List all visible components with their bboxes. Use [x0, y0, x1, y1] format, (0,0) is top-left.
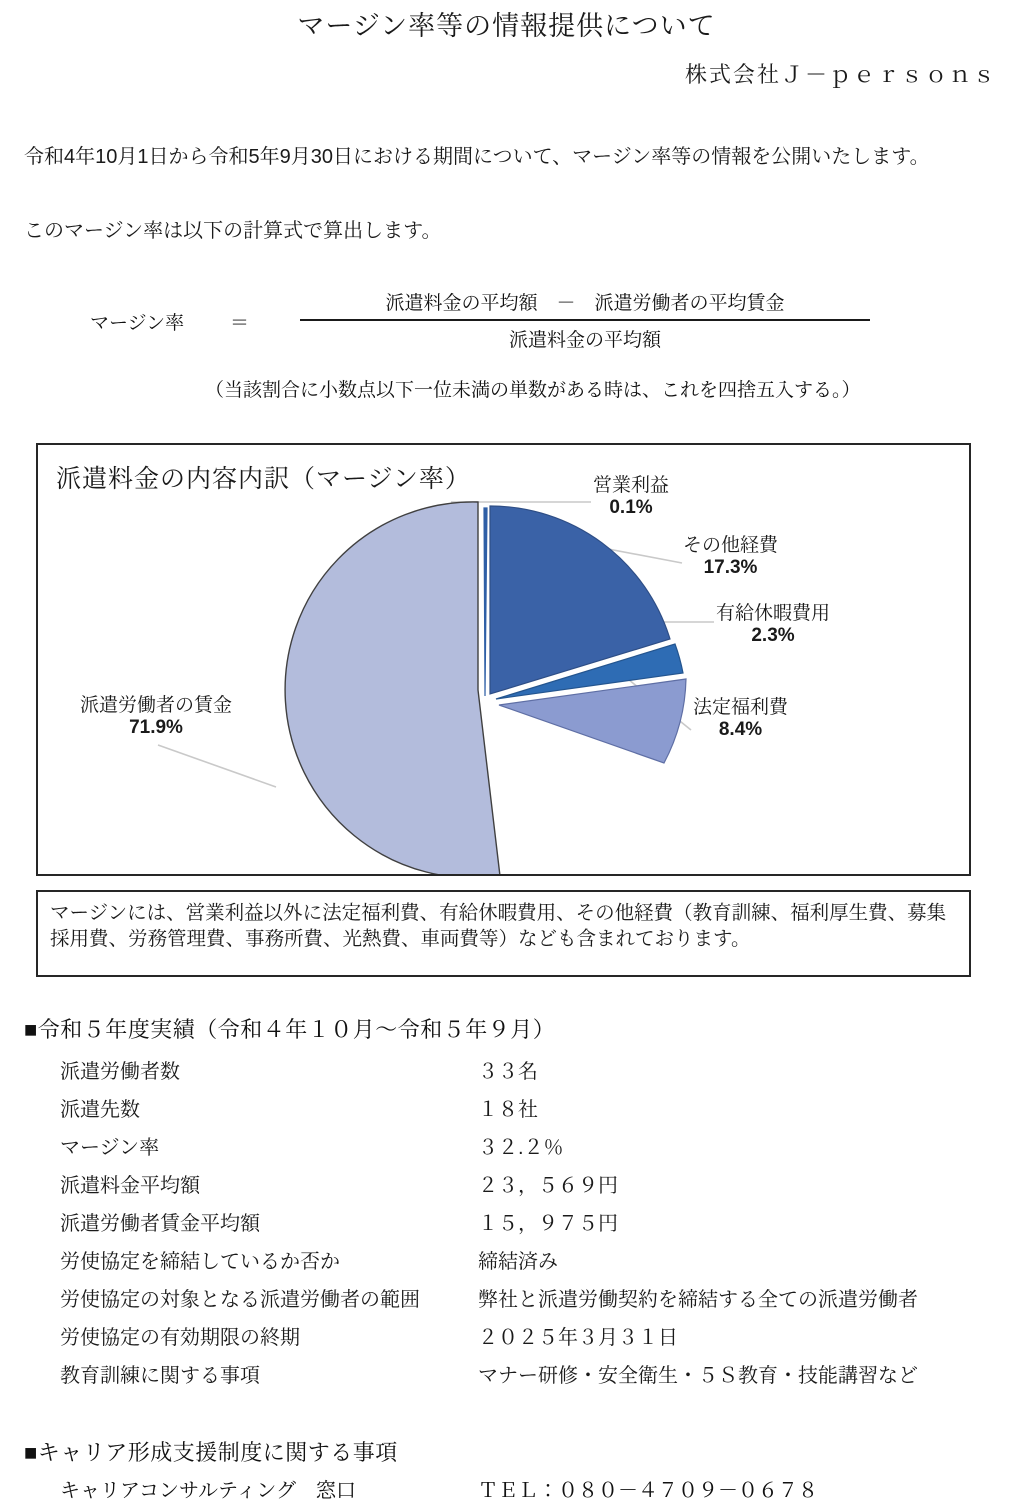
result-label: 教育訓練に関する事項	[60, 1365, 260, 1387]
margin-note-box	[36, 890, 971, 977]
company-name: 株式会社Ｊ－ｐｅｒｓｏｎｓ	[684, 62, 997, 87]
pie-label-yukyu	[716, 603, 830, 648]
chart-title: 派遣料金の内容内訳（マージン率）	[56, 465, 471, 493]
result-label: マージン率	[60, 1137, 160, 1159]
result-label: 労使協定の有効期限の終期	[60, 1327, 300, 1349]
formula-rounding-note: （当該割合に小数点以下一位未満の単数がある時は、これを四捨五入する。）	[205, 380, 861, 401]
results-section-heading: ■令和５年度実績（令和４年１０月～令和５年９月）	[24, 1017, 556, 1042]
result-value: ３２.２％	[478, 1137, 564, 1159]
career-contact-row	[60, 1474, 1000, 1508]
result-value: 弊社と派遣労働契約を締結する全ての派遣労働者	[478, 1289, 918, 1311]
career-section-heading: ■キャリア形成支援制度に関する事項	[24, 1440, 398, 1465]
pie-label-eigyo	[593, 475, 669, 520]
intro-period-text: 令和4年10月1日から令和5年9月30日における期間について、マージン率等の情報を公開いたします。	[24, 146, 930, 168]
result-label: 労使協定を締結しているか否か	[60, 1251, 340, 1273]
pie-label-sonota	[683, 535, 778, 580]
pie-label-chingin-name: 派遣労働者の賃金	[80, 695, 233, 716]
result-value: ２０２５年３月３１日	[478, 1327, 678, 1349]
table-row	[60, 1093, 1000, 1131]
pie-label-chingin	[80, 695, 232, 740]
table-row	[60, 1283, 1000, 1321]
formula-fraction	[290, 288, 880, 352]
intro-formula-lead-text: このマージン率は以下の計算式で算出します。	[24, 220, 442, 242]
pie-label-eigyo-name: 営業利益	[593, 475, 670, 496]
result-label: 労使協定の対象となる派遣労働者の範囲	[60, 1289, 420, 1311]
pie-label-eigyo-value: 0.1%	[609, 497, 653, 519]
pie-label-hotei	[693, 697, 788, 742]
leader-line-chingin	[158, 745, 276, 787]
margin-rate-formula	[90, 288, 950, 368]
pie-slice-chingin	[285, 502, 500, 874]
pie-label-yukyu-value: 2.3%	[751, 625, 795, 647]
formula-denominator: 派遣料金の平均額	[508, 330, 661, 351]
result-value: マナー研修・安全衛生・５Ｓ教育・技能講習など	[478, 1365, 918, 1387]
table-row	[60, 1359, 1000, 1397]
result-value: １８社	[478, 1099, 538, 1121]
table-row	[60, 1321, 1000, 1359]
pie-label-sonota-value: 17.3%	[703, 557, 758, 579]
pie-chart-graphic	[38, 445, 969, 874]
result-label: 派遣労働者数	[60, 1061, 180, 1083]
formula-divider-line	[300, 319, 870, 321]
pie-label-sonota-name: その他経費	[683, 535, 779, 556]
pie-label-chingin-value: 71.9%	[129, 717, 183, 739]
pie-chart-container	[36, 443, 971, 876]
page-title: マージン率等の情報提供について	[297, 11, 716, 41]
career-contact-label: キャリアコンサルティング 窓口	[60, 1480, 356, 1502]
pie-slice-eigyo	[484, 508, 487, 696]
table-row	[60, 1055, 1000, 1093]
table-row	[60, 1207, 1000, 1245]
result-value: ３３名	[478, 1061, 538, 1083]
margin-note-text: マージンには、営業利益以外に法定福利費、有給休暇費用、その他経費（教育訓練、福利厚生費、募集採用費、労務管理費、事務所費、光熱費、車両費等）なども含まれております。	[50, 902, 947, 950]
pie-label-hotei-value: 8.4%	[718, 719, 763, 741]
result-value: ２３，５６９円	[478, 1175, 618, 1197]
result-value: １５，９７５円	[478, 1213, 618, 1235]
result-label: 派遣料金平均額	[60, 1175, 200, 1197]
result-label: 派遣先数	[60, 1099, 140, 1121]
results-table	[60, 1055, 1000, 1397]
formula-numerator: 派遣料金の平均額 － 派遣労働者の平均賃金	[385, 293, 785, 314]
formula-equals-sign: ＝	[230, 313, 250, 334]
table-row	[60, 1131, 1000, 1169]
pie-label-hotei-name: 法定福利費	[693, 697, 789, 718]
pie-label-yukyu-name: 有給休暇費用	[716, 603, 831, 624]
career-contact-phone: ＴＥＬ：０８０－４７０９－０６７８	[478, 1480, 818, 1502]
table-row	[60, 1169, 1000, 1207]
result-label: 派遣労働者賃金平均額	[60, 1213, 260, 1235]
formula-left-side: マージン率	[90, 313, 185, 334]
result-value: 締結済み	[478, 1251, 558, 1273]
table-row	[60, 1245, 1000, 1283]
